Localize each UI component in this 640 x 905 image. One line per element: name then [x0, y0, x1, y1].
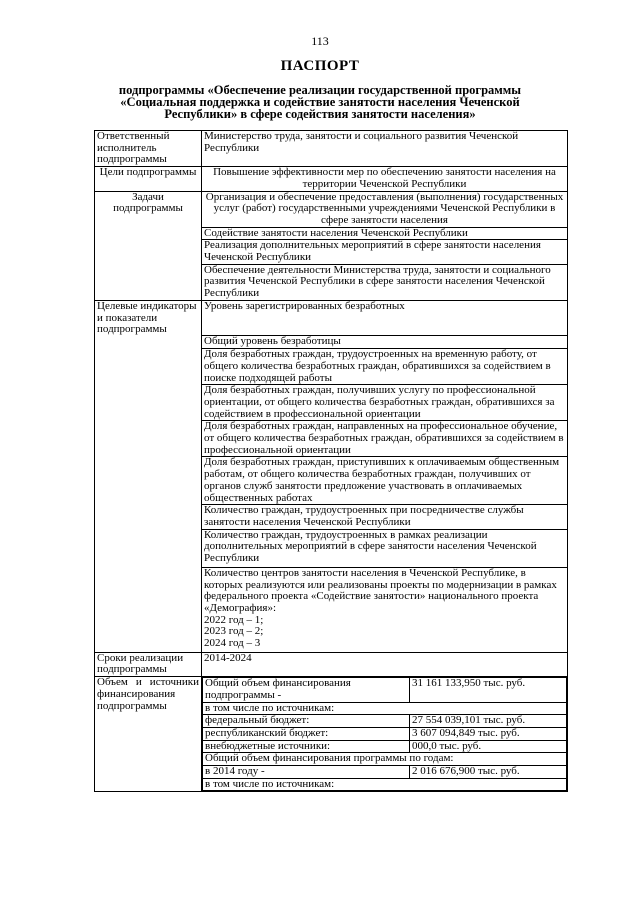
funding-by-years-label: Общий объем финансирования программы по годам:: [203, 753, 567, 766]
task-item: Организация и обеспечение предоставления (выполнения) государственных услуг (работ) государственными учреждениями Чеченской Республики в сфере занятости населения: [202, 191, 568, 227]
row-tasks-1: [95, 191, 568, 227]
passport-table: [94, 130, 568, 792]
centers-year: 2023 год – 2;: [204, 625, 264, 638]
funding-republic-value: 3 607 094,849 тыс. руб.: [410, 727, 567, 740]
indicator-item: Доля безработных граждан, трудоустроенных на временную работу, от общего количества безработных граждан, обратившихся за содействием в поиске подходящей работы: [202, 349, 568, 385]
page-number: 113: [311, 34, 329, 48]
indicator-item: Общий уровень безработицы: [202, 336, 568, 349]
row-indicators-8: [95, 529, 568, 567]
indicators-label-cont: [95, 529, 202, 567]
indicators-label-cont: [95, 336, 202, 349]
row-indicators-9: [95, 567, 568, 652]
row-indicators-6: [95, 457, 568, 505]
funding-total-label: Общий объем финансирования подпрограммы -: [203, 678, 410, 702]
indicator-item: Доля безработных граждан, направленных на профессиональное обучение, от общего количества безработных граждан, обратившихся за содействием в профессиональной ориентации: [202, 421, 568, 457]
row-executor: [95, 131, 568, 167]
funding-republic-label: республиканский бюджет:: [203, 727, 410, 740]
funding-sources-label: в том числе по источникам:: [203, 702, 567, 715]
task-item: Обеспечение деятельности Министерства труда, занятости и социального развития Чеченской Республики в сфере занятости населения Чеченской Республики: [202, 264, 568, 300]
indicators-label-cont: [95, 421, 202, 457]
indicators-label-cont: [95, 567, 202, 652]
row-indicators-3: [95, 349, 568, 385]
centers-text: Количество центров занятости населения в Чеченской Республике, в которых реализуются или реализованы проекты по модернизации в рамках федерального проекта «Содействие занятости» национального проекта «Демография»:: [204, 566, 557, 614]
document-title: ПАСПОРТ: [280, 58, 360, 74]
row-tasks-2: [95, 227, 568, 240]
tasks-label-cont: [95, 264, 202, 300]
row-funding: [95, 677, 568, 792]
funding-sources-label-2: в том числе по источникам:: [203, 778, 567, 791]
indicators-label-cont: [95, 385, 202, 421]
indicator-item: Количество граждан, трудоустроенных при посредничестве службы занятости населения Чеченской Республики: [202, 505, 568, 529]
indicator-centers: [202, 567, 568, 652]
funding-extra-label: внебюджетные источники:: [203, 740, 410, 753]
funding-federal-value: 27 554 039,101 тыс. руб.: [410, 715, 567, 728]
task-item: Содействие занятости населения Чеченской Республики: [202, 227, 568, 240]
funding-2014-label: в 2014 году -: [203, 766, 410, 779]
row-indicators-2: [95, 336, 568, 349]
centers-year: 2022 год – 1;: [204, 613, 264, 626]
row-indicators-7: [95, 505, 568, 529]
row-tasks-4: [95, 264, 568, 300]
row-indicators-1: [95, 300, 568, 336]
funding-2014-value: 2 016 676,900 тыс. руб.: [410, 766, 567, 779]
funding-cell: [202, 677, 568, 792]
indicator-item: Доля безработных граждан, получивших услугу по профессиональной ориентации, от общего количества безработных граждан, обратившихся за содействием в профессиональной ориентации: [202, 385, 568, 421]
tasks-label-cont: [95, 227, 202, 240]
document-subtitle: подпрограммы «Обеспечение реализации государственной программы «Социальная поддержка и содействие занятости населения Чеченской Республики» в сфере содействия занятости населения»: [118, 83, 522, 121]
funding-federal-label: федеральный бюджет:: [203, 715, 410, 728]
row-indicators-4: [95, 385, 568, 421]
row-indicators-5: [95, 421, 568, 457]
executor-label: Ответственный исполнитель подпрограммы: [95, 131, 202, 167]
goals-label: Цели подпрограммы: [95, 167, 202, 191]
indicators-label-cont: [95, 505, 202, 529]
indicator-item: Доля безработных граждан, приступивших к оплачиваемым общественным работам, от общего количества безработных граждан, получивших от органов служб занятости предложение участвовать в оплачиваемых общественных работах: [202, 457, 568, 505]
indicator-item: Уровень зарегистрированных безработных: [202, 300, 568, 336]
row-goals: [95, 167, 568, 191]
goals-value: Повышение эффективности мер по обеспечению занятости населения на территории Чеченской Республики: [202, 167, 568, 191]
task-item: Реализация дополнительных мероприятий в сфере занятости населения Чеченской Республики: [202, 240, 568, 264]
executor-value: Министерство труда, занятости и социального развития Чеченской Республики: [202, 131, 568, 167]
funding-table: [202, 677, 567, 791]
terms-value: 2014-2024: [202, 652, 568, 676]
indicator-item: Количество граждан, трудоустроенных в рамках реализации дополнительных мероприятий в сфере занятости населения Чеченской Республики: [202, 529, 568, 567]
tasks-label: Задачи подпрограммы: [95, 191, 202, 227]
indicators-label-cont: [95, 349, 202, 385]
indicators-label-cont: [95, 457, 202, 505]
funding-total-value: 31 161 133,950 тыс. руб.: [410, 678, 567, 702]
row-terms: [95, 652, 568, 676]
tasks-label-cont: [95, 240, 202, 264]
row-tasks-3: [95, 240, 568, 264]
funding-label: Объем и источники финансирования подпрограммы: [95, 677, 202, 792]
funding-extra-value: 000,0 тыс. руб.: [410, 740, 567, 753]
indicators-label: Целевые индикаторы и показатели подпрограммы: [95, 300, 202, 336]
centers-year: 2024 год – 3: [204, 637, 261, 650]
terms-label: Сроки реализации подпрограммы: [95, 652, 202, 676]
